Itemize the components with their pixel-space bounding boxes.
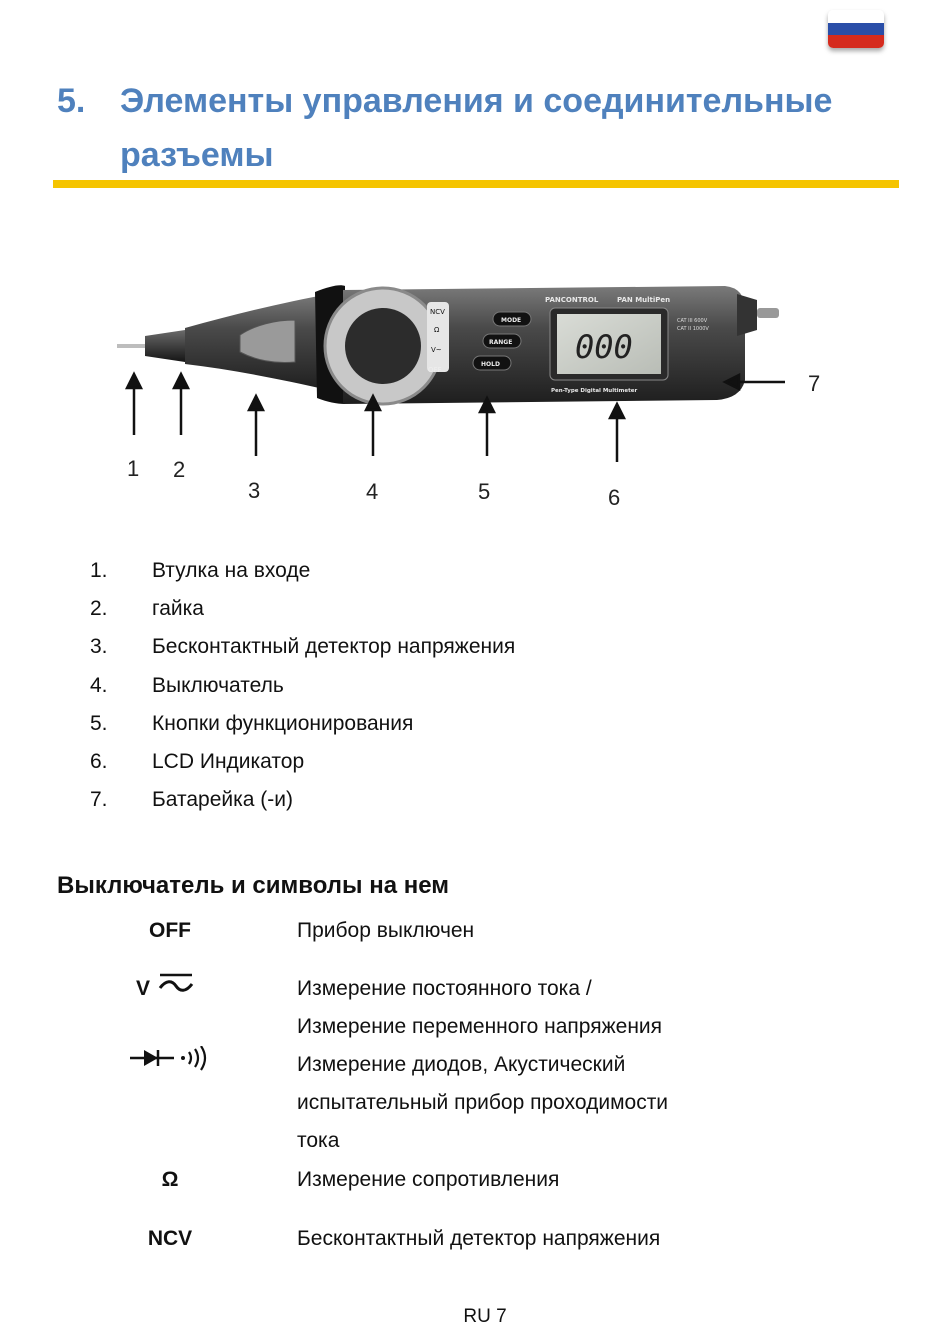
description-line: Измерение переменного напряжения <box>297 1015 663 1038</box>
list-item <box>90 667 790 705</box>
mode-button-label: MODE <box>501 317 522 324</box>
list-item <box>90 781 790 819</box>
multimeter-figure <box>105 280 845 520</box>
tip-sleeve <box>145 330 185 362</box>
russian-flag-icon[interactable] <box>828 10 884 48</box>
callout-number: 6 <box>608 485 621 510</box>
rating-label: CAT II 1000V <box>677 326 709 332</box>
hold-button-label: HOLD <box>481 361 500 368</box>
ncv-symbol: NCV <box>147 1227 193 1250</box>
callout-arrowhead <box>174 374 188 388</box>
flag-stripe-blue <box>828 23 884 36</box>
ohm-icon: Ω <box>161 1168 179 1191</box>
dial-label: Ω <box>434 326 440 334</box>
symbol-description <box>297 1046 797 1160</box>
dial-label: NCV <box>430 308 445 316</box>
list-text: гайка <box>152 597 204 621</box>
flag-stripe-white <box>828 10 884 23</box>
section-number: 5. <box>57 82 86 120</box>
callout-arrowhead <box>127 374 141 388</box>
list-item <box>90 705 790 743</box>
v-symbol: V <box>136 977 151 1000</box>
heading-underline <box>53 180 899 188</box>
description-line: Измерение диодов, Акустический <box>297 1053 626 1076</box>
callout-number: 3 <box>248 478 261 503</box>
range-button-label: RANGE <box>489 339 513 346</box>
rotary-dial-knob <box>345 308 421 384</box>
list-text: Батарейка (-и) <box>152 788 294 812</box>
list-number: 1. <box>90 559 108 582</box>
symbol-description <box>297 1220 797 1258</box>
caption-label: Pen-Type Digital Multimeter <box>551 388 638 394</box>
model-label: PAN MultiPen <box>617 296 671 304</box>
description-line: Измерение сопротивления <box>297 1168 560 1191</box>
lcd-digits: 000 <box>575 328 633 366</box>
description-line: тока <box>297 1129 340 1152</box>
description-line: Измерение постоянного тока / <box>297 977 592 1000</box>
dc-ac-symbol-icon <box>156 970 196 998</box>
list-item <box>90 552 790 590</box>
multimeter-illustration <box>105 280 845 520</box>
dial-label: V~ <box>431 346 442 354</box>
callout-number: 7 <box>808 371 821 396</box>
list-text: Втулка на входе <box>152 559 311 582</box>
description-line: Бесконтактный детектор напряжения <box>297 1227 661 1250</box>
list-text: Кнопки функционирования <box>152 711 414 735</box>
brand-label: PANCONTROL <box>545 296 599 304</box>
page-footer: RU 7 <box>463 1306 507 1327</box>
rating-label: CAT III 600V <box>677 318 708 324</box>
dial-off-label: OFF <box>428 366 442 374</box>
callout-number: 5 <box>478 479 491 504</box>
flag-stripe-red <box>828 35 884 48</box>
list-number: 6. <box>90 749 108 773</box>
list-item <box>90 590 790 628</box>
description-line: Прибор выключен <box>297 919 475 942</box>
list-text: Выключатель <box>152 673 284 697</box>
end-pin <box>757 308 779 318</box>
list-number: 7. <box>90 788 108 812</box>
list-text: LCD Индикатор <box>152 749 305 773</box>
description-line: испытательный прибор проходимости <box>297 1091 669 1114</box>
callout-number: 2 <box>173 457 186 482</box>
callout-number: 1 <box>127 456 140 481</box>
section-title: Элементы управления и соединительные разъемы <box>120 82 833 174</box>
list-number: 4. <box>90 673 108 697</box>
v-dc-ac-icon <box>136 970 206 1008</box>
list-item <box>90 628 790 666</box>
list-text: Бесконтактный детектор напряжения <box>152 635 516 659</box>
list-number: 3. <box>90 635 108 659</box>
symbol-description <box>297 970 797 1046</box>
list-item <box>90 743 790 781</box>
off-symbol: OFF <box>149 919 191 942</box>
end-cap <box>737 294 757 336</box>
probe-pin <box>117 344 147 348</box>
switch-section-title: Выключатель и символы на нем <box>57 872 449 899</box>
callout-arrowhead <box>610 404 624 418</box>
list-number: 2. <box>90 597 108 621</box>
diode-continuity-icon <box>128 1046 212 1074</box>
callout-arrowhead <box>249 396 263 410</box>
parts-list <box>90 552 790 819</box>
callout-number: 4 <box>366 479 379 504</box>
list-number: 5. <box>90 711 108 735</box>
symbol-description <box>297 1161 797 1199</box>
symbol-description <box>297 912 797 950</box>
